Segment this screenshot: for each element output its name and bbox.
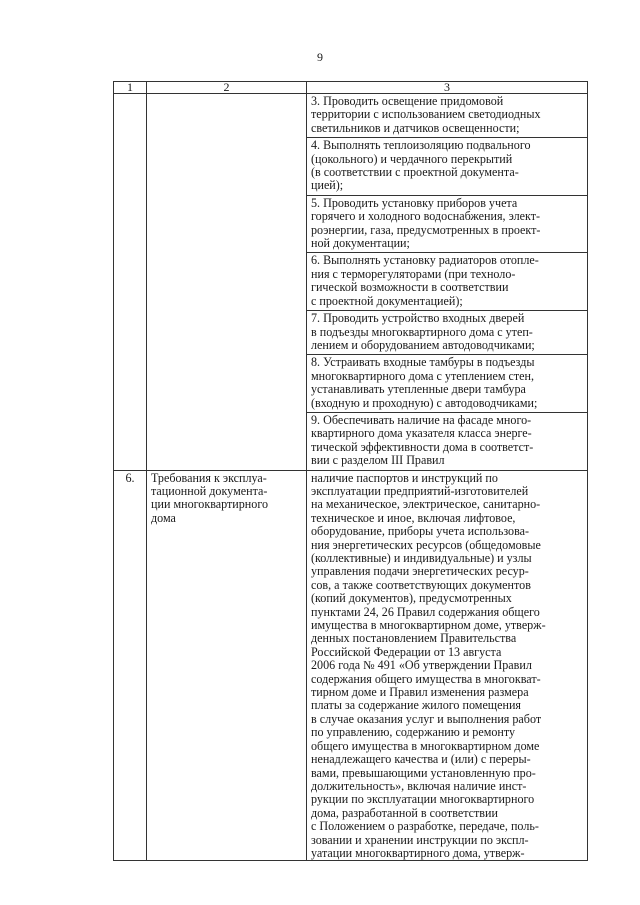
column-number-1: 1 [114, 82, 147, 94]
measures-cell [307, 94, 588, 471]
requirement-title-cell [147, 470, 307, 861]
table-row-continued [114, 94, 588, 471]
column-number-3: 3 [307, 82, 588, 94]
table-header-row [114, 82, 588, 94]
list-item: 8. Устраивать входные тамбуры в подъезды многоквартирного дома с утеплением стен, устанавливать утепленные двери тамбура (входную и проходную) с автодоводчиками; [307, 354, 587, 412]
column-number-2: 2 [147, 82, 307, 94]
requirement-text-cell [307, 470, 588, 861]
list-item: 4. Выполнять теплоизоляцию подвального (цокольного) и чердачного перекрытий (в соответствии с проектной документа- цией); [307, 137, 587, 195]
table-row [114, 470, 588, 861]
page-number: 9 [317, 50, 323, 64]
list-item: 3. Проводить освещение придомовой территории с использованием светодиодных светильников и датчиков освещенности; [311, 94, 541, 135]
list-item: 5. Проводить установку приборов учета горячего и холодного водоснабжения, элект- роэнергии, газа, предусмотренных в проект- ной документации; [307, 195, 587, 253]
list-item: 9. Обеспечивать наличие на фасаде много- квартирного дома указателя класса энерге- тической эффективности дома в соответст- вии с разделом III Правил [307, 412, 587, 470]
list-item: 6. Выполнять установку радиаторов отопле- ния с терморегуляторами (при техноло- гической возможности в соответствии с проектной документацией); [307, 252, 587, 310]
requirement-title-cell-empty [147, 94, 307, 471]
row-number-cell [114, 470, 147, 861]
requirement-title: Требования к эксплуа- тационной документа- ции многоквартирного дома [151, 470, 269, 525]
row-number-cell-empty [114, 94, 147, 471]
requirements-table [113, 81, 588, 861]
list-item: 7. Проводить устройство входных дверей в подъезды многоквартирного дома с утеп- лением и оборудованием автодоводчиками; [307, 310, 587, 354]
row-number: 6. [125, 470, 135, 485]
requirement-text: наличие паспортов и инструкций по эксплуатации предприятий-изготовителей на механическое, электрическое, санитарно- техническое и иное, включая лифтовое, оборудование, приборы учета использова- ния энергетических ресурсов (общедомовые (коллективные) и индивидуальные) и узлы управления подачи энергетических ресур- сов, а также соответствующих документов (копий документов), предусмотренных пунктами 24, 26 Правил содержания общего имущества в многоквартирном доме, утверж- денных постановлением Правительства Российской Федерации от 13 августа 2006 года № 491 «Об утверждении Правил содержания общего имущества в многокват- тирном доме и Правил изменения размера платы за содержание жилого помещения в случае оказания услуг и выполнения работ по управлению, содержанию и ремонту общего имущества в многоквартирном доме ненадлежащего качества и (или) с переры- вами, превышающими установленную про- должительность», включая наличие инст- рукции по эксплуатации многоквартирного дома, разработанной в соответствии с Положением о разработке, передаче, поль- зовании и хранении инструкции по экспл- уатации многоквартирного дома, утверж- [311, 470, 546, 860]
